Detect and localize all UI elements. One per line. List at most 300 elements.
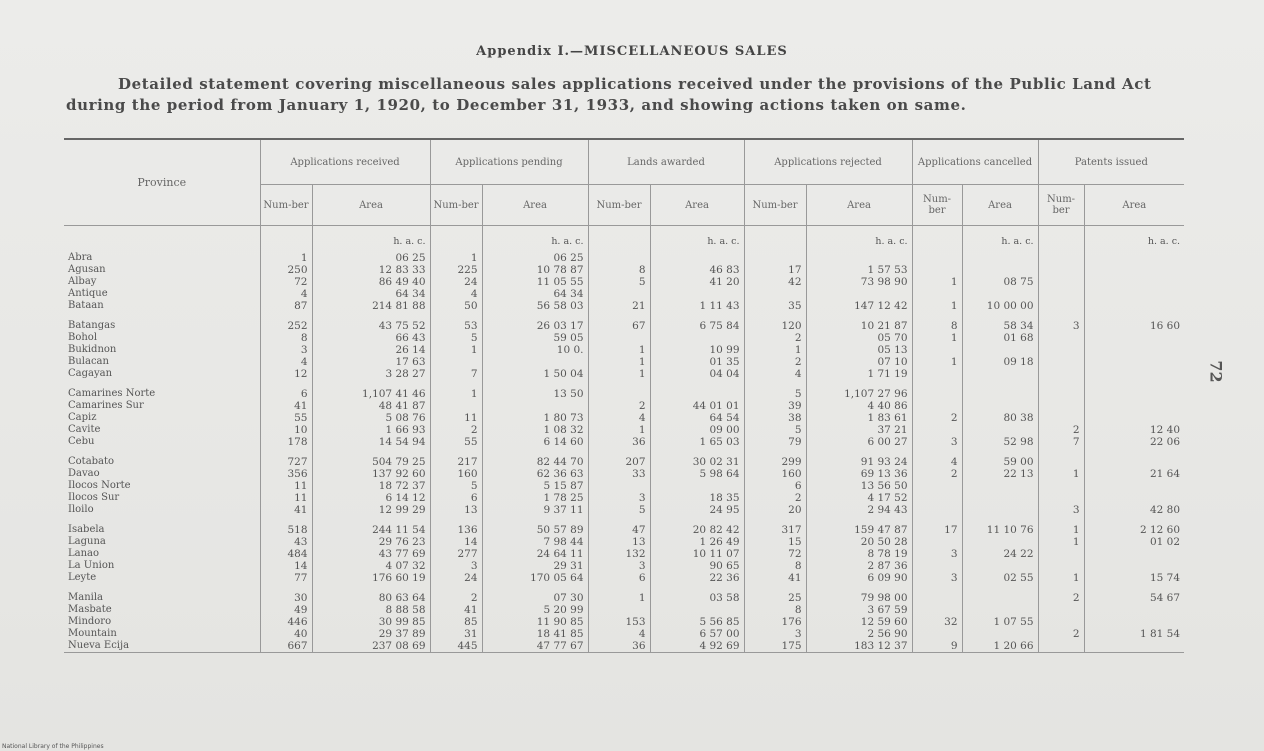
table-row (64, 640, 1184, 653)
area-cell: 01 68 (962, 332, 1038, 344)
area-cell: 01 02 (1084, 536, 1184, 548)
province-cell: Masbate (68, 604, 112, 615)
number-cell (912, 604, 962, 616)
area-cell (1084, 400, 1184, 412)
area-cell (1084, 412, 1184, 424)
area-cell (1084, 264, 1184, 276)
number-cell (912, 480, 962, 492)
province-cell: Capiz (68, 412, 97, 423)
header-number: Num-ber (912, 185, 962, 226)
number-cell: 250 (260, 264, 312, 276)
area-cell: 2 56 90 (806, 628, 912, 640)
area-cell: 1 08 32 (482, 424, 588, 436)
area-cell (1084, 640, 1184, 653)
area-cell (1084, 344, 1184, 356)
header-group: Patents issued (1038, 139, 1184, 185)
number-cell (588, 388, 650, 400)
row-gap (64, 448, 1184, 456)
area-cell: 09 00 (650, 424, 744, 436)
number-cell: 518 (260, 524, 312, 536)
number-cell (1038, 456, 1084, 468)
area-cell: 04 04 (650, 368, 744, 380)
number-cell: 77 (260, 572, 312, 584)
number-cell: 47 (588, 524, 650, 536)
header-province: Province (64, 139, 260, 226)
area-cell (962, 400, 1038, 412)
number-cell: 160 (430, 468, 482, 480)
area-cell (1084, 548, 1184, 560)
area-cell (1084, 456, 1184, 468)
number-cell: 41 (260, 504, 312, 516)
number-cell: 7 (1038, 436, 1084, 448)
number-cell: 2 (912, 468, 962, 480)
number-cell (912, 344, 962, 356)
province-cell: Davao (68, 468, 100, 479)
number-cell: 136 (430, 524, 482, 536)
number-cell: 21 (588, 300, 650, 312)
area-cell (962, 264, 1038, 276)
area-cell (650, 332, 744, 344)
row-gap (64, 584, 1184, 592)
number-cell: 1 (260, 252, 312, 264)
number-cell: 1 (912, 332, 962, 344)
number-cell: 1 (744, 344, 806, 356)
number-cell: 1 (912, 356, 962, 368)
table-row (64, 536, 1184, 548)
area-cell: 06 25 (482, 252, 588, 264)
area-cell: 18 35 (650, 492, 744, 504)
area-cell (806, 252, 912, 264)
area-cell: 82 44 70 (482, 456, 588, 468)
page-number: 72 (1206, 360, 1226, 383)
number-cell: 207 (588, 456, 650, 468)
area-cell (1084, 276, 1184, 288)
number-cell: 4 (588, 628, 650, 640)
area-cell (1084, 480, 1184, 492)
table-row (64, 276, 1184, 288)
area-cell: 159 47 87 (806, 524, 912, 536)
area-cell: 58 34 (962, 320, 1038, 332)
area-cell: 37 21 (806, 424, 912, 436)
number-cell: 178 (260, 436, 312, 448)
header-area: Area (312, 185, 430, 226)
area-cell: 64 34 (312, 288, 430, 300)
area-cell: 244 11 54 (312, 524, 430, 536)
area-cell: 29 37 89 (312, 628, 430, 640)
number-cell: 2 (1038, 424, 1084, 436)
area-cell: 52 98 (962, 436, 1038, 448)
area-cell (650, 252, 744, 264)
area-cell: 47 77 67 (482, 640, 588, 653)
area-cell: 1 50 04 (482, 368, 588, 380)
number-cell (1038, 300, 1084, 312)
number-cell: 42 (744, 276, 806, 288)
table-row (64, 436, 1184, 448)
number-cell: 120 (744, 320, 806, 332)
number-cell: 24 (430, 276, 482, 288)
province-cell: Albay (68, 276, 97, 287)
number-cell: 299 (744, 456, 806, 468)
area-cell: 6 00 27 (806, 436, 912, 448)
area-cell: 147 12 42 (806, 300, 912, 312)
area-cell: 1 81 54 (1084, 628, 1184, 640)
area-cell: 11 90 85 (482, 616, 588, 628)
units-row (64, 226, 1184, 253)
table-row (64, 604, 1184, 616)
number-cell: 4 (260, 356, 312, 368)
number-cell: 6 (588, 572, 650, 584)
area-cell: 5 20 99 (482, 604, 588, 616)
number-cell (744, 288, 806, 300)
number-cell: 6 (744, 480, 806, 492)
area-cell: 20 50 28 (806, 536, 912, 548)
number-cell: 1 (1038, 524, 1084, 536)
number-cell (1038, 264, 1084, 276)
area-cell (806, 288, 912, 300)
number-cell (1038, 400, 1084, 412)
table-row (64, 264, 1184, 276)
area-cell: 08 75 (962, 276, 1038, 288)
area-cell: 1 11 43 (650, 300, 744, 312)
number-cell: 14 (260, 560, 312, 572)
header-group: Applications pending (430, 139, 588, 185)
table-row (64, 504, 1184, 516)
area-cell (1084, 604, 1184, 616)
number-cell: 6 (260, 388, 312, 400)
area-cell (1084, 560, 1184, 572)
area-cell: 90 65 (650, 560, 744, 572)
area-cell: 4 40 86 (806, 400, 912, 412)
number-cell (1038, 356, 1084, 368)
area-cell (962, 368, 1038, 380)
number-cell: 317 (744, 524, 806, 536)
area-cell: 504 79 25 (312, 456, 430, 468)
area-cell: 43 75 52 (312, 320, 430, 332)
number-cell: 4 (588, 412, 650, 424)
number-cell: 2 (430, 592, 482, 604)
table-row (64, 628, 1184, 640)
header-area: Area (482, 185, 588, 226)
area-cell: 06 25 (312, 252, 430, 264)
number-cell: 8 (744, 560, 806, 572)
province-cell: Cagayan (68, 368, 113, 379)
table-row (64, 424, 1184, 436)
area-cell: 1 71 19 (806, 368, 912, 380)
number-cell (1038, 412, 1084, 424)
table-row (64, 288, 1184, 300)
row-gap (64, 516, 1184, 524)
area-cell: 8 78 19 (806, 548, 912, 560)
area-cell: 1 65 03 (650, 436, 744, 448)
sales-table (64, 138, 1184, 653)
area-cell: 9 37 11 (482, 504, 588, 516)
province-cell: Iloilo (68, 504, 94, 515)
area-cell (1084, 368, 1184, 380)
area-cell: 2 12 60 (1084, 524, 1184, 536)
area-cell: 22 06 (1084, 436, 1184, 448)
number-cell: 39 (744, 400, 806, 412)
number-cell: 1 (430, 344, 482, 356)
number-cell: 36 (588, 436, 650, 448)
table-row (64, 560, 1184, 572)
number-cell: 1 (1038, 536, 1084, 548)
province-cell: Ilocos Norte (68, 480, 131, 491)
area-cell (1084, 492, 1184, 504)
area-cell: 02 55 (962, 572, 1038, 584)
province-cell: Mindoro (68, 616, 112, 627)
header-number: Num-ber (430, 185, 482, 226)
unit-label: h. a. c. (806, 226, 912, 253)
province-cell: Mountain (68, 628, 117, 639)
area-cell (962, 424, 1038, 436)
area-cell (482, 400, 588, 412)
number-cell: 1 (430, 388, 482, 400)
number-cell: 87 (260, 300, 312, 312)
number-cell (912, 368, 962, 380)
unit-label: h. a. c. (312, 226, 430, 253)
area-cell: 11 10 76 (962, 524, 1038, 536)
area-cell: 7 98 44 (482, 536, 588, 548)
number-cell (588, 332, 650, 344)
province-cell: Agusan (68, 264, 106, 275)
area-cell: 13 56 50 (806, 480, 912, 492)
area-cell: 48 41 87 (312, 400, 430, 412)
province-cell: Lanao (68, 548, 100, 559)
number-cell: 4 (912, 456, 962, 468)
area-cell: 16 60 (1084, 320, 1184, 332)
number-cell: 20 (744, 504, 806, 516)
number-cell: 3 (588, 560, 650, 572)
number-cell (1038, 368, 1084, 380)
area-cell: 80 63 64 (312, 592, 430, 604)
number-cell: 33 (588, 468, 650, 480)
number-cell: 3 (912, 572, 962, 584)
area-cell (482, 356, 588, 368)
area-cell (1084, 356, 1184, 368)
number-cell (588, 480, 650, 492)
number-cell: 3 (744, 628, 806, 640)
province-cell: Bohol (68, 332, 98, 343)
number-cell (1038, 492, 1084, 504)
table-row (64, 524, 1184, 536)
number-cell: 160 (744, 468, 806, 480)
number-cell: 4 (260, 288, 312, 300)
area-cell: 2 87 36 (806, 560, 912, 572)
number-cell: 13 (588, 536, 650, 548)
number-cell: 5 (588, 276, 650, 288)
area-cell (1084, 332, 1184, 344)
number-cell: 53 (430, 320, 482, 332)
number-cell: 445 (430, 640, 482, 653)
number-cell: 727 (260, 456, 312, 468)
number-cell (588, 288, 650, 300)
area-cell (1084, 288, 1184, 300)
area-cell: 21 64 (1084, 468, 1184, 480)
unit-label: h. a. c. (962, 226, 1038, 253)
number-cell: 55 (260, 412, 312, 424)
number-cell: 1 (588, 424, 650, 436)
area-cell: 5 08 76 (312, 412, 430, 424)
area-cell: 12 99 29 (312, 504, 430, 516)
header-number: Num-ber (744, 185, 806, 226)
area-cell: 22 36 (650, 572, 744, 584)
header-group: Applications received (260, 139, 430, 185)
area-cell: 42 80 (1084, 504, 1184, 516)
number-cell: 72 (260, 276, 312, 288)
number-cell: 49 (260, 604, 312, 616)
number-cell: 31 (430, 628, 482, 640)
number-cell (912, 288, 962, 300)
area-cell: 214 81 88 (312, 300, 430, 312)
number-cell: 217 (430, 456, 482, 468)
number-cell: 1 (588, 368, 650, 380)
header-area: Area (806, 185, 912, 226)
header-group: Applications cancelled (912, 139, 1038, 185)
area-cell: 20 82 42 (650, 524, 744, 536)
number-cell: 55 (430, 436, 482, 448)
area-cell: 54 67 (1084, 592, 1184, 604)
province-cell: Bataan (68, 300, 104, 311)
number-cell (1038, 276, 1084, 288)
area-cell: 44 01 01 (650, 400, 744, 412)
area-cell: 86 49 40 (312, 276, 430, 288)
area-cell: 4 17 52 (806, 492, 912, 504)
number-cell (1038, 288, 1084, 300)
area-cell (962, 628, 1038, 640)
area-cell: 56 58 03 (482, 300, 588, 312)
number-cell (912, 628, 962, 640)
number-cell (1038, 480, 1084, 492)
area-cell: 1 57 53 (806, 264, 912, 276)
number-cell: 4 (744, 368, 806, 380)
header-number: Num-ber (260, 185, 312, 226)
area-cell: 26 03 17 (482, 320, 588, 332)
number-cell: 40 (260, 628, 312, 640)
number-cell (1038, 560, 1084, 572)
area-cell: 24 64 11 (482, 548, 588, 560)
province-cell: Ilocos Sur (68, 492, 120, 503)
number-cell: 1 (1038, 572, 1084, 584)
area-cell (962, 592, 1038, 604)
number-cell: 1 (430, 252, 482, 264)
number-cell (1038, 388, 1084, 400)
number-cell (912, 388, 962, 400)
area-cell: 80 38 (962, 412, 1038, 424)
area-cell: 1 80 73 (482, 412, 588, 424)
province-cell: Isabela (68, 524, 105, 535)
header-area: Area (650, 185, 744, 226)
area-cell: 1 20 66 (962, 640, 1038, 653)
number-cell: 36 (588, 640, 650, 653)
area-cell: 13 50 (482, 388, 588, 400)
header-group: Lands awarded (588, 139, 744, 185)
area-cell: 17 63 (312, 356, 430, 368)
number-cell: 8 (744, 604, 806, 616)
number-cell (1038, 604, 1084, 616)
area-cell: 59 05 (482, 332, 588, 344)
number-cell (430, 356, 482, 368)
area-cell (962, 252, 1038, 264)
area-cell: 09 18 (962, 356, 1038, 368)
area-cell: 1 07 55 (962, 616, 1038, 628)
number-cell: 3 (912, 436, 962, 448)
province-cell: Camarines Norte (68, 388, 156, 399)
number-cell: 1 (588, 592, 650, 604)
number-cell (912, 504, 962, 516)
number-cell: 12 (260, 368, 312, 380)
table-row (64, 456, 1184, 468)
area-cell: 4 92 69 (650, 640, 744, 653)
province-cell: Bulacan (68, 356, 109, 367)
area-cell: 10 11 07 (650, 548, 744, 560)
area-cell: 14 54 94 (312, 436, 430, 448)
area-cell: 62 36 63 (482, 468, 588, 480)
area-cell: 66 43 (312, 332, 430, 344)
number-cell: 11 (430, 412, 482, 424)
area-cell: 22 13 (962, 468, 1038, 480)
province-cell: Cebu (68, 436, 95, 447)
number-cell: 2 (1038, 592, 1084, 604)
number-cell: 446 (260, 616, 312, 628)
area-cell: 59 00 (962, 456, 1038, 468)
province-cell: Cavite (68, 424, 101, 435)
table-row (64, 400, 1184, 412)
number-cell (912, 560, 962, 572)
number-cell: 3 (430, 560, 482, 572)
number-cell: 225 (430, 264, 482, 276)
area-cell: 18 41 85 (482, 628, 588, 640)
area-cell: 6 57 00 (650, 628, 744, 640)
number-cell: 1 (1038, 468, 1084, 480)
number-cell: 32 (912, 616, 962, 628)
number-cell: 2 (912, 412, 962, 424)
number-cell: 7 (430, 368, 482, 380)
area-cell (650, 604, 744, 616)
area-cell (962, 344, 1038, 356)
table-row (64, 616, 1184, 628)
number-cell: 67 (588, 320, 650, 332)
area-cell: 07 30 (482, 592, 588, 604)
number-cell: 9 (912, 640, 962, 653)
province-cell: Laguna (68, 536, 106, 547)
area-cell: 5 98 64 (650, 468, 744, 480)
province-cell: Camarines Sur (68, 400, 144, 411)
area-cell: 3 28 27 (312, 368, 430, 380)
area-cell (650, 388, 744, 400)
number-cell (912, 400, 962, 412)
number-cell: 17 (744, 264, 806, 276)
number-cell: 2 (744, 492, 806, 504)
area-cell (962, 388, 1038, 400)
area-cell: 24 95 (650, 504, 744, 516)
area-cell (962, 480, 1038, 492)
area-cell: 41 20 (650, 276, 744, 288)
area-cell: 1,107 41 46 (312, 388, 430, 400)
area-cell: 1,107 27 96 (806, 388, 912, 400)
number-cell: 85 (430, 616, 482, 628)
area-cell (650, 288, 744, 300)
area-cell: 69 13 36 (806, 468, 912, 480)
area-cell: 10 00 00 (962, 300, 1038, 312)
number-cell: 2 (430, 424, 482, 436)
area-cell: 07 10 (806, 356, 912, 368)
table-row (64, 300, 1184, 312)
area-cell (962, 536, 1038, 548)
number-cell (912, 424, 962, 436)
number-cell: 5 (744, 424, 806, 436)
row-gap (64, 312, 1184, 320)
number-cell: 72 (744, 548, 806, 560)
